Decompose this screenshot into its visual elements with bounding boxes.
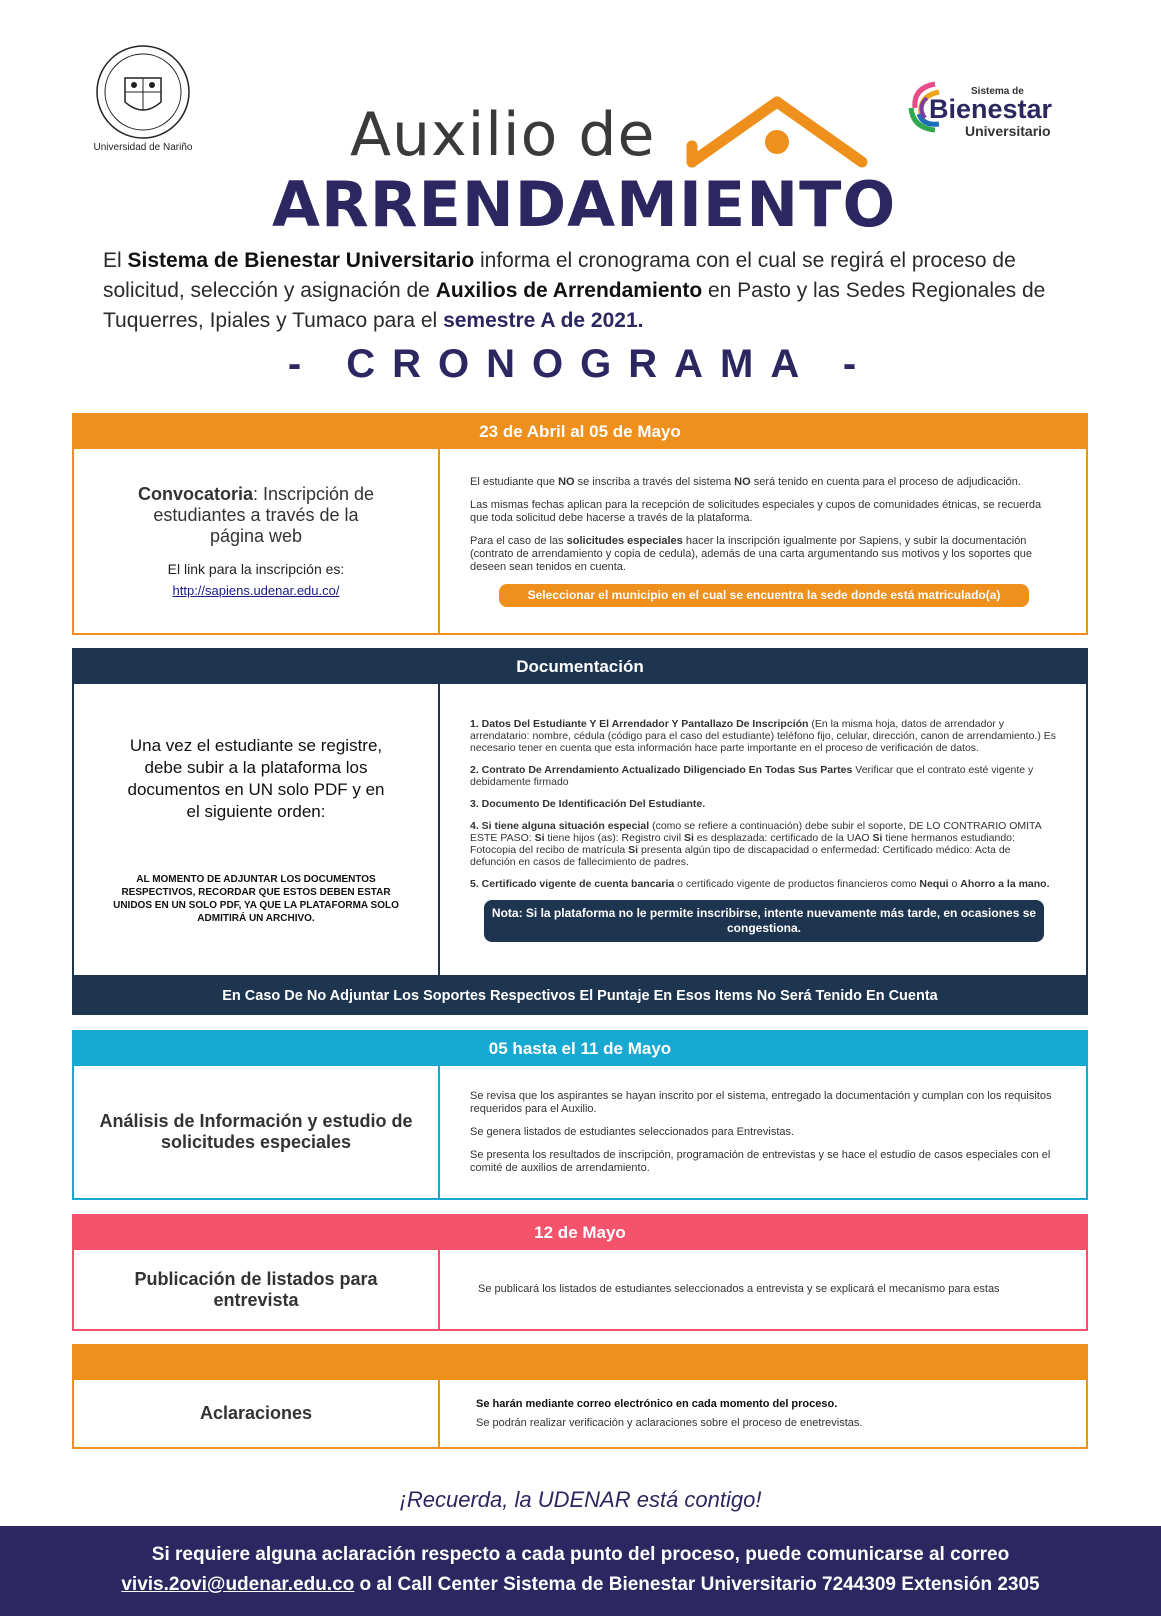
section-header: 05 hasta el 11 de Mayo	[74, 1032, 1086, 1066]
documentacion-instructions: Una vez el estudiante se registre, debe subir a la plataforma los documentos en UN solo PDF y en el siguiente orden:	[127, 735, 385, 821]
text: Verificar que el contrato esté vigente y debidamente firmado	[470, 763, 1034, 788]
title-line1: Auxilio de	[350, 100, 656, 170]
aclaraciones-title: Aclaraciones	[199, 1403, 313, 1423]
bienestar-big-text: Bienestar	[929, 94, 1053, 124]
s4-paragraph: Se publicará los listados de estudiantes seleccionados a entrevista y se explicará el mecanismo para estas	[478, 1283, 1000, 1295]
text: (como se refiere a continuación) debe subir el soporte, DE LO CONTRARIO OMITA ESTE PASO:	[470, 819, 1042, 844]
footer-line1: Si requiere alguna aclaración respecto a cada punto del proceso, puede comunicarse al correo	[151, 1544, 1010, 1565]
s3-paragraph: Se presenta los resultados de inscripción, programación de entrevistas y se hace el estudio de casos especiales con el comité de auxilios de arrendamiento.	[470, 1148, 1051, 1174]
contact-footer	[0, 1526, 1161, 1616]
text-bold: 1. Datos Del Estudiante Y El Arrendador Y Pantallazo De Inscripción	[470, 717, 809, 730]
section-header: Documentación	[74, 650, 1086, 684]
platform-note-pill: Nota: Si la plataforma no le permite inscribirse, intente nuevamente más tarde, en ocasiones se congestiona.	[484, 900, 1044, 942]
text: o	[948, 877, 961, 890]
text-bold: 5. Certificado vigente de cuenta bancaria	[470, 877, 675, 890]
s5-paragraph: Se podrán realizar verificación y aclaraciones sobre el proceso de enetrevistas.	[476, 1416, 863, 1429]
section-header: 12 de Mayo	[74, 1216, 1086, 1250]
intro-bold: Sistema de Bienestar Universitario	[127, 249, 475, 272]
text-bold: 3. Documento De Identificación Del Estudiante.	[470, 797, 706, 810]
text: (En la misma hoja, datos de arrendador y arrendatario: nombre, cédula (código para el caso del estudiante) teléfono fijo, celular, dirección, canon de arrendamiento.) Es necesario tener en cuenta que esta información hace parte importante en el proceso de verificación de datos.	[470, 717, 1057, 754]
section-documentacion	[72, 648, 1088, 977]
text-bold: 2. Contrato De Arrendamiento Actualizado Diligenciado En Todas Sus Partes	[470, 763, 853, 776]
bienestar-logo	[905, 78, 1085, 148]
section-left-cell	[74, 684, 440, 975]
s5-paragraph: Se harán mediante correo electrónico en cada momento del proceso.	[476, 1397, 838, 1410]
section-header	[74, 1346, 1086, 1380]
section-right-cell	[440, 1066, 1086, 1198]
convocatoria-bold: Convocatoria	[137, 484, 253, 504]
bienestar-small-text: Sistema de	[971, 86, 1024, 97]
intro-text: informa el cronograma con el cual se regirá el proceso de solicitud, selección y asignación de	[103, 249, 1016, 302]
section-header: 23 de Abril al 05 de Mayo	[74, 415, 1086, 449]
section-right-cell	[440, 449, 1086, 633]
doc-item-2	[470, 764, 1058, 788]
s1-paragraph: Las mismas fechas aplican para la recepción de solicitudes especiales y cupos de comunidades étnicas, se recuerda que toda solicitud debe hacerse a través de la plataforma.	[470, 498, 1042, 524]
university-caption: Universidad de Nariño	[93, 142, 193, 153]
text-bold: Si	[628, 843, 639, 856]
text-bold: 4. Si tiene alguna situación especial	[470, 819, 650, 832]
doc-item-5	[470, 878, 1058, 890]
publicacion-title: Publicación de listados para entrevista	[134, 1268, 378, 1310]
analisis-title: Análisis de Información y estudio de solicitudes especiales	[99, 1111, 413, 1152]
text: será tenido en cuenta para el proceso de adjudicación.	[750, 475, 1021, 488]
convocatoria-text: : Inscripción de estudiantes a través de la página web	[153, 484, 375, 546]
doc-item-4	[470, 820, 1058, 868]
section-publicacion	[72, 1214, 1088, 1331]
section-aclaraciones	[72, 1344, 1088, 1449]
text-bold: Ahorro a la mano.	[960, 877, 1050, 890]
text-bold: solicitudes especiales	[566, 534, 683, 547]
municipio-note-pill: Seleccionar el municipio en el cual se encuentra la sede donde está matriculado(a)	[499, 584, 1029, 607]
s1-paragraph	[470, 535, 1058, 574]
text: presenta algún tipo de discapacidad o enfermedad: Certificado médico: Acta de defunción en casos de fallecimiento de padres.	[470, 843, 1011, 868]
text-bold: Si	[534, 831, 545, 844]
intro-bold: Auxilios de Arrendamiento	[435, 279, 703, 302]
text: o certificado vigente de productos financieros como	[674, 877, 920, 890]
slogan: ¡Recuerda, la UDENAR está contigo!	[399, 1487, 762, 1512]
section-left-cell	[74, 1066, 440, 1198]
contact-email-link[interactable]: vivis.2ovi@udenar.edu.co	[121, 1574, 355, 1595]
section-right-cell	[440, 684, 1086, 975]
section-left-cell	[74, 449, 440, 633]
s3-paragraph: Se genera listados de estudiantes seleccionados para Entrevistas.	[470, 1125, 795, 1138]
documentacion-footer-banner: En Caso De No Adjuntar Los Soportes Respectivos El Puntaje En Esos Items No Será Tenido En Cuenta	[72, 977, 1088, 1015]
convocatoria-title	[136, 484, 376, 547]
title-line2: ARRENDAMIENTO	[272, 168, 897, 241]
bienestar-sub-text: Universitario	[965, 123, 1051, 139]
cronograma-title: - CRONOGRAMA -	[287, 342, 874, 386]
intro-text: El	[103, 249, 128, 272]
sapiens-link[interactable]: http://sapiens.udenar.edu.co/	[172, 583, 340, 598]
university-logo	[88, 44, 198, 153]
section-convocatoria	[72, 413, 1088, 635]
text: tiene hijos (as): Registro civil	[544, 831, 684, 844]
section-left-cell	[74, 1380, 440, 1447]
text-bold: NO	[734, 475, 751, 488]
footer-line2	[0, 1570, 1161, 1600]
doc-item-1	[470, 718, 1058, 754]
text: hacer la inscripción igualmente por Sapiens, y subir la documentación (contrato de arrendamiento y copia de cedula), además de una carta argumentando sus motivos y los soportes que deseen sean tenidos en cuenta.	[470, 534, 1032, 573]
university-seal-icon	[95, 44, 191, 140]
text-bold: Si	[872, 831, 883, 844]
intro-paragraph	[103, 246, 1063, 336]
text: tiene hermanos estudiando: Fotocopia del recibo de matrícula	[470, 831, 1015, 856]
text: Para el caso de las	[470, 534, 567, 547]
s1-paragraph	[470, 476, 1058, 489]
text: El estudiante que	[470, 475, 559, 488]
s3-paragraph: Se revisa que los aspirantes se hayan inscrito por el sistema, entregado la documentación y cumplan con los requisitos requeridos para el Auxilio.	[470, 1089, 1052, 1115]
section-right-cell	[440, 1380, 1086, 1447]
link-label: El link para la inscripción es:	[167, 561, 345, 577]
section-analisis	[72, 1030, 1088, 1200]
text-bold: Si	[683, 831, 694, 844]
section-left-cell	[74, 1250, 440, 1329]
footer-contact-text: o al Call Center Sistema de Bienestar Universitario 7244309 Extensión 2305	[354, 1574, 1040, 1595]
house-icon	[684, 92, 870, 172]
text-bold: Nequi	[919, 877, 949, 890]
section-right-cell	[440, 1250, 1086, 1329]
text: es desplazada: certificado de la UAO	[693, 831, 873, 844]
documentacion-warning: AL MOMENTO DE ADJUNTAR LOS DOCUMENTOS RESPECTIVOS, RECORDAR QUE ESTOS DEBEN ESTAR UNIDOS EN UN SOLO PDF, YA QUE LA PLATAFORMA SOLO ADMITIRÁ UN ARCHIVO.	[113, 873, 399, 924]
intro-text: en Pasto y las Sedes Regionales de Tuquerres, Ipiales y Tumaco para el	[103, 279, 1046, 332]
doc-item-3	[470, 798, 1058, 810]
intro-semester: semestre A de 2021.	[443, 309, 644, 332]
text-bold: NO	[558, 475, 575, 488]
text: se inscriba a través del sistema	[574, 475, 735, 488]
